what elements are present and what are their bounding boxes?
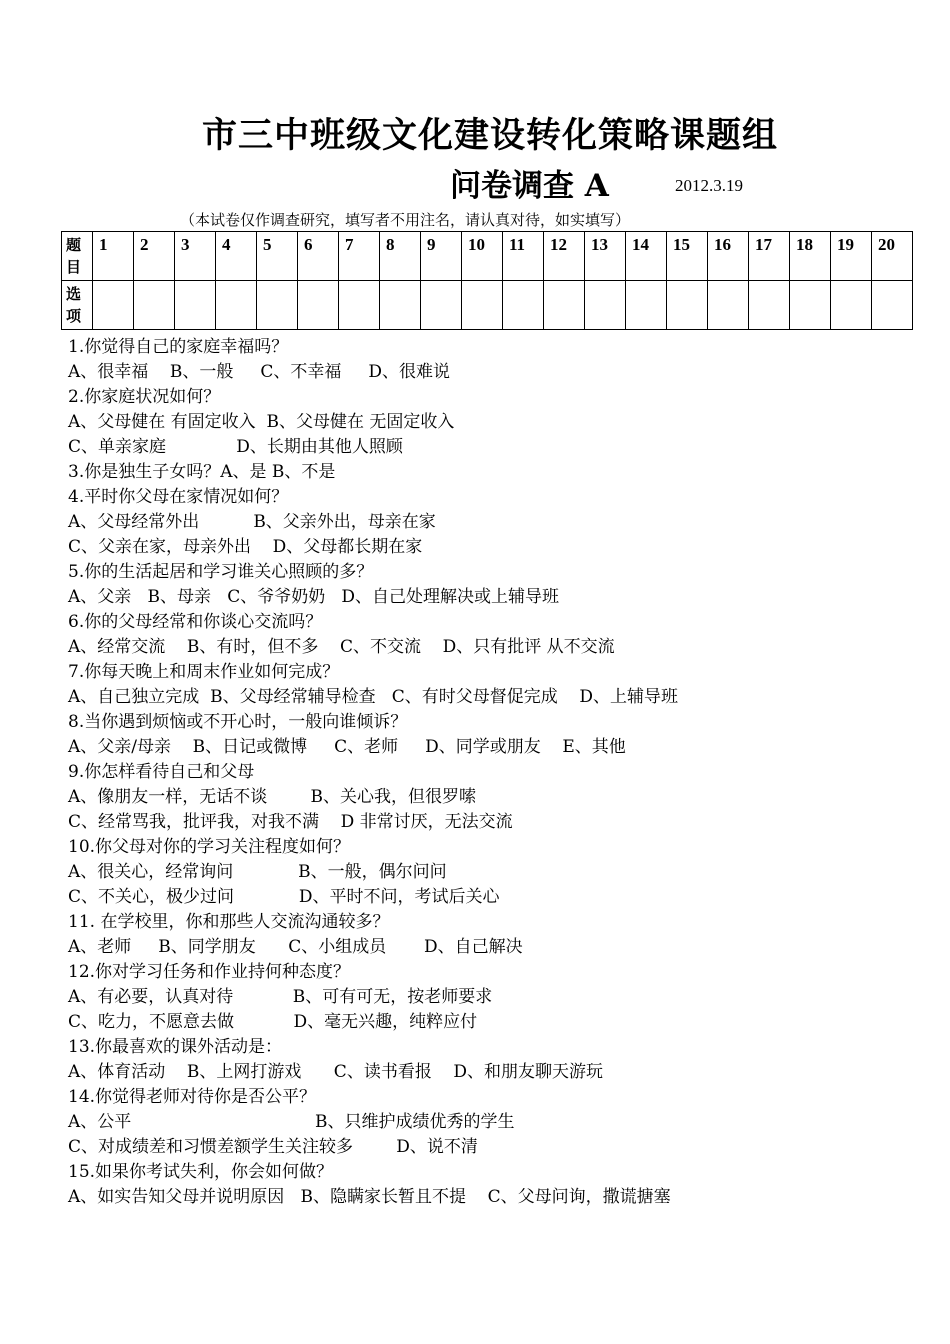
question-number-cell: 7 <box>339 232 380 281</box>
question-number-cell: 15 <box>667 232 708 281</box>
document-subtitle: 问卷调查 A <box>450 168 609 204</box>
question-options: A、体育活动 B、上网打游戏 C、读书看报 D、和朋友聊天游玩 <box>68 1062 604 1082</box>
question-number-cell: 19 <box>831 232 872 281</box>
document-title: 市三中班级文化建设转化策略课题组 <box>201 115 778 156</box>
instruction-note: （本试卷仅作调查研究，填写者不用注名，请认真对待，如实填写） <box>180 211 631 229</box>
answer-cell[interactable] <box>175 281 216 330</box>
row-label-answer: 选项 <box>62 281 93 330</box>
answer-cell[interactable] <box>626 281 667 330</box>
question-number-cell: 18 <box>790 232 831 281</box>
question-number-cell: 16 <box>708 232 749 281</box>
question-options: A、有必要，认真对待 B、可有可无，按老师要求 <box>68 987 493 1007</box>
question-number-cell: 10 <box>462 232 503 281</box>
answer-table <box>61 231 913 330</box>
question-list <box>68 335 928 1210</box>
question-options: A、像朋友一样，无话不谈 B、关心我，但很罗嗦 <box>68 787 476 807</box>
answer-cell[interactable] <box>708 281 749 330</box>
question-text: 3.你是独生子女吗？A、是 B、不是 <box>68 462 336 482</box>
answer-cell[interactable] <box>380 281 421 330</box>
answer-cell[interactable] <box>298 281 339 330</box>
question-number-cell: 4 <box>216 232 257 281</box>
question-options: A、公平 B、只维护成绩优秀的学生 <box>68 1112 515 1132</box>
question-text: 9.你怎样看待自己和父母 <box>68 762 255 782</box>
question-text: 8.当你遇到烦恼或不开心时，一般向谁倾诉？ <box>68 712 408 732</box>
answer-cell[interactable] <box>421 281 462 330</box>
question-number-cell: 14 <box>626 232 667 281</box>
row-label-question: 题目 <box>62 232 93 281</box>
question-text: 12.你对学习任务和作业持何种态度？ <box>68 962 351 982</box>
question-options: A、父亲 B、母亲 C、爷爷奶奶 D、自己处理解决或上辅导班 <box>68 587 560 607</box>
question-text: 14.你觉得老师对待你是否公平？ <box>68 1087 317 1107</box>
question-number-cell: 20 <box>872 232 913 281</box>
answer-cell[interactable] <box>667 281 708 330</box>
answer-cell[interactable] <box>216 281 257 330</box>
question-text: 5.你的生活起居和学习谁关心照顾的多？ <box>68 562 374 582</box>
question-text: 4.平时你父母在家情况如何？ <box>68 487 289 507</box>
question-options: C、单亲家庭 D、长期由其他人照顾 <box>68 437 403 457</box>
question-number-cell: 12 <box>544 232 585 281</box>
question-options: A、很幸福 B、一般 C、不幸福 D、很难说 <box>68 362 451 382</box>
question-number-cell: 8 <box>380 232 421 281</box>
answer-cell[interactable] <box>790 281 831 330</box>
question-number-cell: 11 <box>503 232 544 281</box>
question-number-cell: 6 <box>298 232 339 281</box>
answer-cell[interactable] <box>544 281 585 330</box>
answer-cell[interactable] <box>134 281 175 330</box>
question-options: C、经常骂我，批评我，对我不满 D 非常讨厌，无法交流 <box>68 812 513 832</box>
question-number-cell: 9 <box>421 232 462 281</box>
question-text: 2.你家庭状况如何？ <box>68 387 221 407</box>
question-text: 7.你每天晚上和周末作业如何完成？ <box>68 662 340 682</box>
question-options: A、父亲/母亲 B、日记或微博 C、老师 D、同学或朋友 E、其他 <box>68 737 626 757</box>
question-options: A、经常交流 B、有时，但不多 C、不交流 D、只有批评 从不交流 <box>68 637 615 657</box>
question-options: A、老师 B、同学朋友 C、小组成员 D、自己解决 <box>68 937 523 957</box>
question-options: A、如实告知父母并说明原因 B、隐瞒家长暂且不提 C、父母问询，撒谎搪塞 <box>68 1187 671 1207</box>
question-text: 13.你最喜欢的课外活动是： <box>68 1037 283 1057</box>
question-number-cell: 3 <box>175 232 216 281</box>
answer-cell[interactable] <box>503 281 544 330</box>
question-options: C、父亲在家，母亲外出 D、父母都长期在家 <box>68 537 423 557</box>
question-number-cell: 5 <box>257 232 298 281</box>
question-text: 10.你父母对你的学习关注程度如何？ <box>68 837 351 857</box>
question-text: 15.如果你考试失利，你会如何做？ <box>68 1162 334 1182</box>
answer-cell[interactable] <box>872 281 913 330</box>
question-number-cell: 2 <box>134 232 175 281</box>
question-options: C、对成绩差和习惯差额学生关注较多 D、说不清 <box>68 1137 478 1157</box>
question-options: C、不关心，极少过问 D、平时不问，考试后关心 <box>68 887 500 907</box>
answer-cell[interactable] <box>257 281 298 330</box>
answer-cell[interactable] <box>585 281 626 330</box>
question-number-cell: 13 <box>585 232 626 281</box>
question-text: 1.你觉得自己的家庭幸福吗？ <box>68 337 289 357</box>
question-options: A、父母经常外出 B、父亲外出，母亲在家 <box>68 512 436 532</box>
question-options: A、父母健在 有固定收入 B、父母健在 无固定收入 <box>68 412 455 432</box>
question-options: A、自己独立完成 B、父母经常辅导检查 C、有时父母督促完成 D、上辅导班 <box>68 687 679 707</box>
answer-cell[interactable] <box>93 281 134 330</box>
answer-cell[interactable] <box>462 281 503 330</box>
question-options: A、很关心，经常询问 B、一般，偶尔问问 <box>68 862 447 882</box>
question-options: C、吃力，不愿意去做 D、毫无兴趣，纯粹应付 <box>68 1012 478 1032</box>
question-number-row <box>62 232 913 281</box>
answer-row <box>62 281 913 330</box>
answer-cell[interactable] <box>339 281 380 330</box>
document-date: 2012.3.19 <box>675 176 743 195</box>
question-text: 6.你的父母经常和你谈心交流吗？ <box>68 612 323 632</box>
answer-cell[interactable] <box>749 281 790 330</box>
question-text: 11. 在学校里，你和那些人交流沟通较多？ <box>68 912 390 932</box>
question-number-cell: 17 <box>749 232 790 281</box>
answer-cell[interactable] <box>831 281 872 330</box>
question-number-cell: 1 <box>93 232 134 281</box>
